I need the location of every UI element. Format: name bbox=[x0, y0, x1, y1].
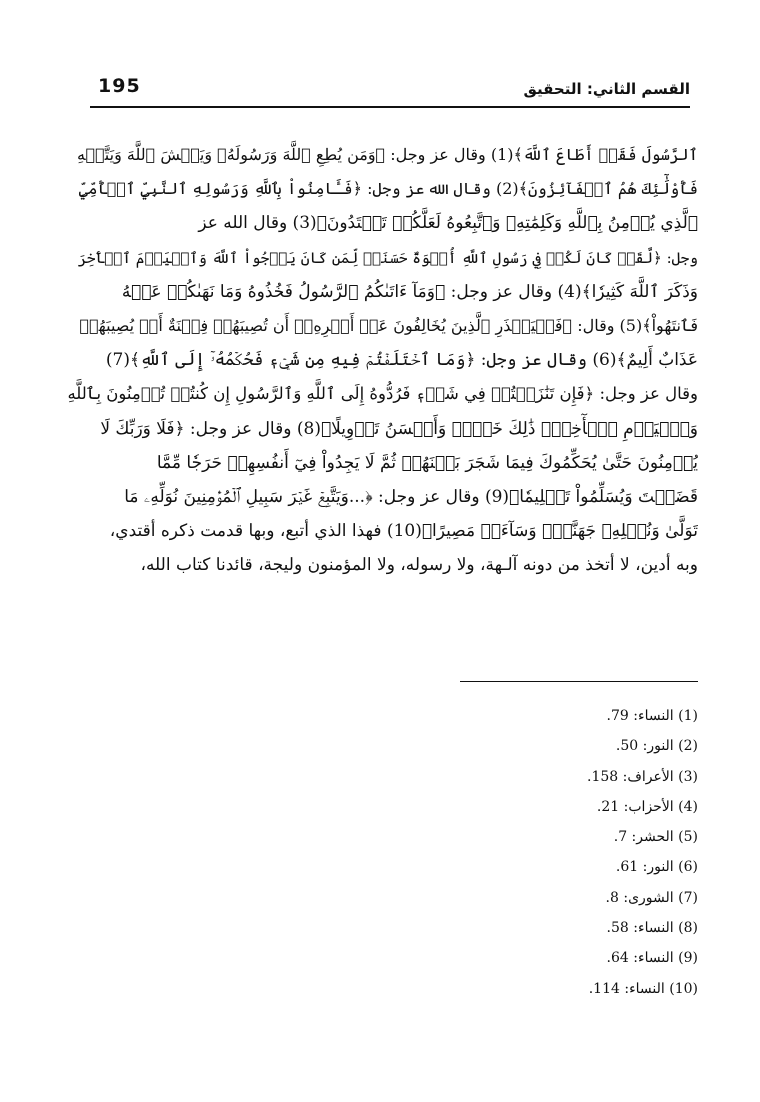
footnote: (4) الأحزاب: 21. bbox=[596, 798, 698, 815]
text-line: وبه أدين، لا أتخذ من دونه آلـهة، ولا رسوله، ولا المؤمنون وليجة، قائدنا كتاب الله، bbox=[140, 555, 698, 576]
text-line: ٱلرَّسُولَ فَقَدۡ أَطَاعَ ٱللَّهَ﴾(1) وقال عز وجل: ﴿وَمَن يُطِعِ ٱللَّهَ وَرَسُولَهُۥ وَيَخۡشَ ٱللَّهَ وَيَتَّقۡهِ bbox=[77, 145, 698, 164]
text-line: عَذَابٌ أَلِيمٌ﴾(6) وقال عز وجل: ﴿وَمَا ٱخۡتَلَفۡتُمۡ فِيهِ مِن شَيۡءٖ فَحُكۡمُهُۥٓ إِلَى ٱللَّهِ﴾(7) bbox=[105, 350, 698, 371]
text-line: ٱلَّذِي يُؤۡمِنُ بِٱللَّهِ وَكَلِمَٰتِهِۦ وَٱتَّبِعُوهُ لَعَلَّكُمۡ تَهۡتَدُونَ﴾(3) وقال الله عز bbox=[198, 213, 698, 234]
text-line: يُؤۡمِنُونَ حَتَّىٰ يُحَكِّمُوكَ فِيمَا شَجَرَ بَيۡنَهُمۡ ثُمَّ لَا يَجِدُواْ فِيٓ أَنفُسِهِمۡ حَرَجٗا مِّمَّا bbox=[156, 452, 698, 473]
text-line: فَٱنتَهُواْ﴾(5) وقال: ﴿فَلۡيَحۡذَرِ ٱلَّذِينَ يُخَالِفُونَ عَنۡ أَمۡرِهِۦٓ أَن تُصِيبَهُمۡ فِتۡنَةٌ أَوۡ يُصِيبَهُمۡ bbox=[79, 315, 698, 335]
section-title: القسم الثاني: التحقيق bbox=[523, 80, 690, 98]
page-header bbox=[90, 72, 690, 108]
footnote: (8) النساء: 58. bbox=[606, 920, 698, 937]
footnote: (10) النساء: 114. bbox=[588, 980, 698, 997]
body-text bbox=[62, 138, 698, 582]
text-line: قَضَيۡتَ وَيُسَلِّمُواْ تَسۡلِيمٗا﴾(9) وقال عز وجل: ﴿...وَيَتَّبِعۡ غَيۡرَ سَبِيلِ ٱلۡمُؤۡمِنِينَ نُوَلِّهِۦ مَا bbox=[124, 486, 698, 507]
footnote: (3) الأعراف: 158. bbox=[586, 768, 698, 785]
footnote-separator bbox=[460, 681, 698, 682]
footnote: (7) الشورى: 8. bbox=[605, 889, 698, 906]
footnote: (1) النساء: 79. bbox=[606, 708, 698, 724]
footnotes bbox=[380, 701, 698, 1004]
page-number: 195 bbox=[98, 75, 141, 97]
text-line: وقال عز وجل: ﴿فَإِن تَنَٰزَعۡتُمۡ فِي شَيۡءٖ فَرُدُّوهُ إِلَى ٱللَّهِ وَٱلرَّسُولِ إِن كُنتُمۡ تُؤۡمِنُونَ بِٱللَّهِ bbox=[67, 384, 698, 404]
text-line: تَوَلَّىٰ وَنُصۡلِهِۦ جَهَنَّمَۖ وَسَآءَتۡ مَصِيرًا﴾(10) فهذا الذي أتبع، وبها قدمت ذكره أقتدي، bbox=[109, 521, 698, 542]
text-line: فَأُوْلَٰٓئِكَ هُمُ ٱلۡفَآئِزُونَ﴾(2) وقال الله عز وجل: ﴿فَـَٔامِنُواْ بِٱللَّهِ وَرَسُولِهِ ٱلنَّبِيِّ ٱلۡأُمِّيِّ bbox=[78, 179, 698, 199]
text-line: وَذَكَرَ ٱللَّهَ كَثِيرٗا﴾(4) وقال عز وجل: ﴿وَمَآ ءَاتَىٰكُمُ ٱلرَّسُولُ فَخُذُوهُ وَمَا نَهَىٰكُمۡ عَنۡهُ bbox=[121, 281, 698, 302]
footnote: (9) النساء: 64. bbox=[606, 950, 698, 967]
text-line: وَٱلۡيَوۡمِ ٱلۡأٓخِرِۚ ذَٰلِكَ خَيۡرٞ وَأَحۡسَنُ تَأۡوِيلًا﴾(8) وقال عز وجل: ﴿فَلَا وَرَبِّكَ لَا bbox=[100, 418, 698, 439]
footnote: (5) الحشر: 7. bbox=[613, 829, 698, 846]
footnote: (2) النور: 50. bbox=[615, 738, 698, 755]
footnote: (6) النور: 61. bbox=[615, 859, 698, 876]
text-line: وجل: ﴿لَّقَدۡ كَانَ لَكُمۡ فِي رَسُولِ ٱللَّهِ أُسۡوَةٌ حَسَنَةٞ لِّمَن كَانَ يَرۡجُواْ ٱللَّهَ وَٱلۡيَوۡمَ ٱلۡأٓخِرَ bbox=[77, 248, 698, 267]
